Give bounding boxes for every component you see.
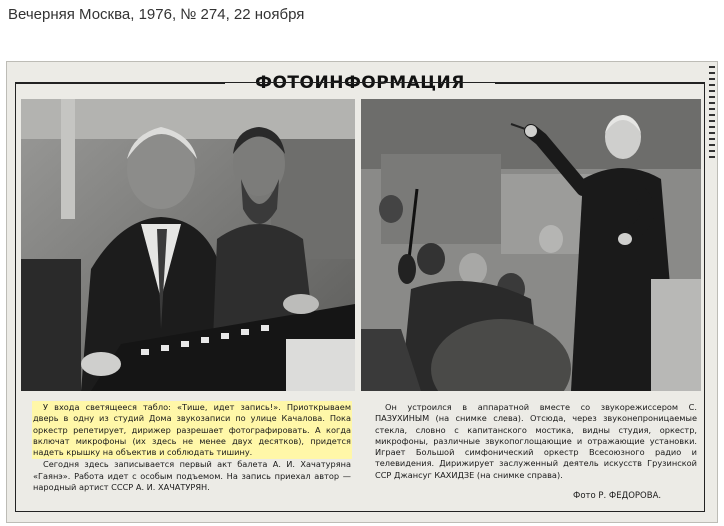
photo-orchestra-studio-image <box>361 99 701 391</box>
right-paragraph: Он устроился в аппаратной вместе со звукорежиссером С. ПАЗУХИНЫМ (на снимке слева). Отсюда, через звуконепроницаемые стекла, словно с капитанского мостика, видны студия, оркестр, микрофоны, различные звукопоглощающие и отражающие установки. Играет Большой симфонический оркестр Всесоюзного радио и телевидения. Дирижирует заслуженный деятель искусств Грузинской ССР Джансуг КАХИДЗЕ (на снимке справа). <box>375 402 697 480</box>
photo-orchestra-studio <box>361 99 701 391</box>
adjacent-column-edge <box>707 62 717 522</box>
photo-control-room-image <box>21 99 355 391</box>
article-heading: ФОТОИНФОРМАЦИЯ <box>249 73 471 93</box>
left-paragraph-ballet: Сегодня здесь записывается первый акт балета А. И. Хачатуряна «Гаянэ». Работа идет с особым подъемом. На запись приехал автор — народный артист СССР А. И. ХАЧАТУРЯН. <box>33 459 351 493</box>
left-text-column <box>33 402 351 493</box>
right-text-column <box>375 402 697 481</box>
left-paragraph-intro: У входа светящееся табло: «Тише, идет запись!». Приоткрываем дверь в одну из студий Дома звукозаписи по улице Качалова. Пока оркестр репетирует, дирижер разрешает фотографировать. А когда включат микрофоны (их здесь не менее двух десятков), придется надеть крышку на объектив и соблюдать тишину. <box>33 402 351 458</box>
newspaper-clipping <box>6 61 718 523</box>
photo-control-room <box>21 99 355 391</box>
page-caption: Вечерняя Москва, 1976, № 274, 22 ноября <box>8 6 305 23</box>
photo-credit: Фото Р. ФЕДОРОВА. <box>573 491 662 501</box>
